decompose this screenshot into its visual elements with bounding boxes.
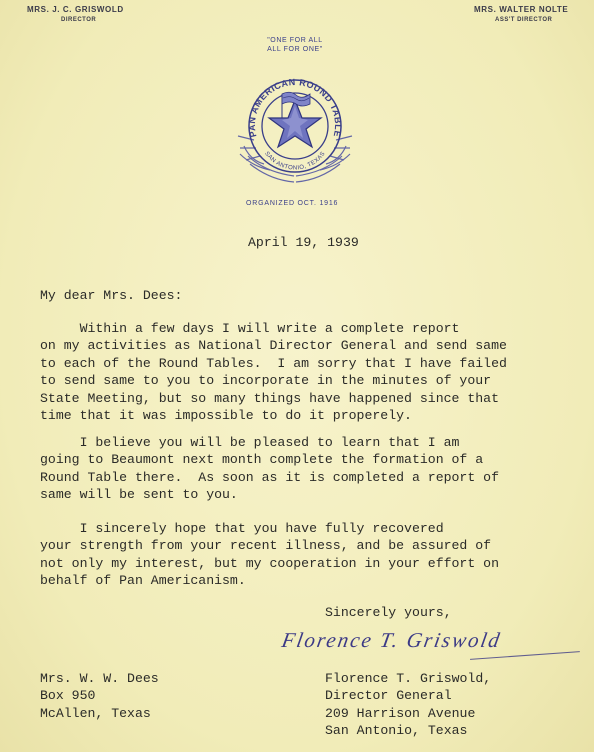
closing: Sincerely yours, bbox=[325, 605, 452, 620]
salutation: My dear Mrs. Dees: bbox=[40, 288, 183, 303]
paragraph-line: to send same to you to incorporate in the minutes of your bbox=[40, 373, 492, 389]
motto-line-1: "ONE FOR ALL bbox=[267, 37, 323, 44]
paragraph-line: I believe you will be pleased to learn that I am bbox=[40, 435, 460, 450]
director-role: DIRECTOR bbox=[61, 17, 97, 23]
pan-american-round-table-seal bbox=[230, 60, 360, 195]
paragraph-line: going to Beaumont next month complete the formation of a bbox=[40, 452, 484, 468]
paragraph-line: not only my interest, but my cooperation in your effort on bbox=[40, 555, 499, 571]
paragraph-line: Round Table there. As soon as it is completed a report of bbox=[40, 469, 499, 485]
assistant-director-name: MRS. WALTER NOLTE bbox=[474, 5, 569, 14]
sender-address bbox=[325, 670, 491, 740]
sender-line: 209 Harrison Avenue bbox=[325, 705, 476, 721]
paragraph-line: your strength from your recent illness, and be assured of bbox=[40, 538, 492, 554]
paragraph-line: State Meeting, but so many things have happened since that bbox=[40, 390, 499, 406]
svg-text:SAN ANTONIO, TEXAS: SAN ANTONIO, TEXAS bbox=[263, 150, 327, 172]
motto-line-2: ALL FOR ONE" bbox=[267, 46, 323, 53]
paragraph-1 bbox=[40, 320, 507, 424]
handwritten-signature: Florence T. Griswold bbox=[279, 628, 504, 652]
paragraph-line: same will be sent to you. bbox=[40, 487, 238, 503]
paragraph-line: on my activities as National Director General and send same bbox=[40, 338, 507, 354]
paragraph-3 bbox=[40, 520, 499, 590]
recipient-address bbox=[40, 670, 159, 722]
recipient-line: Box 950 bbox=[40, 688, 96, 704]
motto bbox=[240, 36, 350, 54]
seal-graphic bbox=[230, 60, 360, 195]
assistant-director-role: ASS'T DIRECTOR bbox=[495, 17, 553, 23]
director-name: MRS. J. C. GRISWOLD bbox=[27, 5, 124, 14]
paragraph-line: I sincerely hope that you have fully recovered bbox=[40, 521, 444, 536]
paragraph-line: behalf of Pan Americanism. bbox=[40, 573, 246, 589]
svg-text:PAN AMERICAN ROUND TABLE: PAN AMERICAN ROUND TABLE bbox=[246, 76, 344, 139]
letter-date: April 19, 1939 bbox=[248, 235, 359, 250]
paragraph-line: time that it was impossible to do it properely. bbox=[40, 408, 412, 424]
sender-line: Florence T. Griswold, bbox=[325, 671, 492, 686]
paragraph-line: to each of the Round Tables. I am sorry that I have failed bbox=[40, 355, 507, 371]
organized-date: ORGANIZED OCT. 1916 bbox=[246, 200, 339, 207]
recipient-line: Mrs. W. W. Dees bbox=[40, 671, 159, 686]
sender-line: San Antonio, Texas bbox=[325, 723, 468, 739]
paragraph-line: Within a few days I will write a complete report bbox=[40, 321, 460, 336]
paragraph-2 bbox=[40, 434, 499, 504]
sender-line: Director General bbox=[325, 688, 452, 704]
recipient-line: McAllen, Texas bbox=[40, 705, 151, 721]
